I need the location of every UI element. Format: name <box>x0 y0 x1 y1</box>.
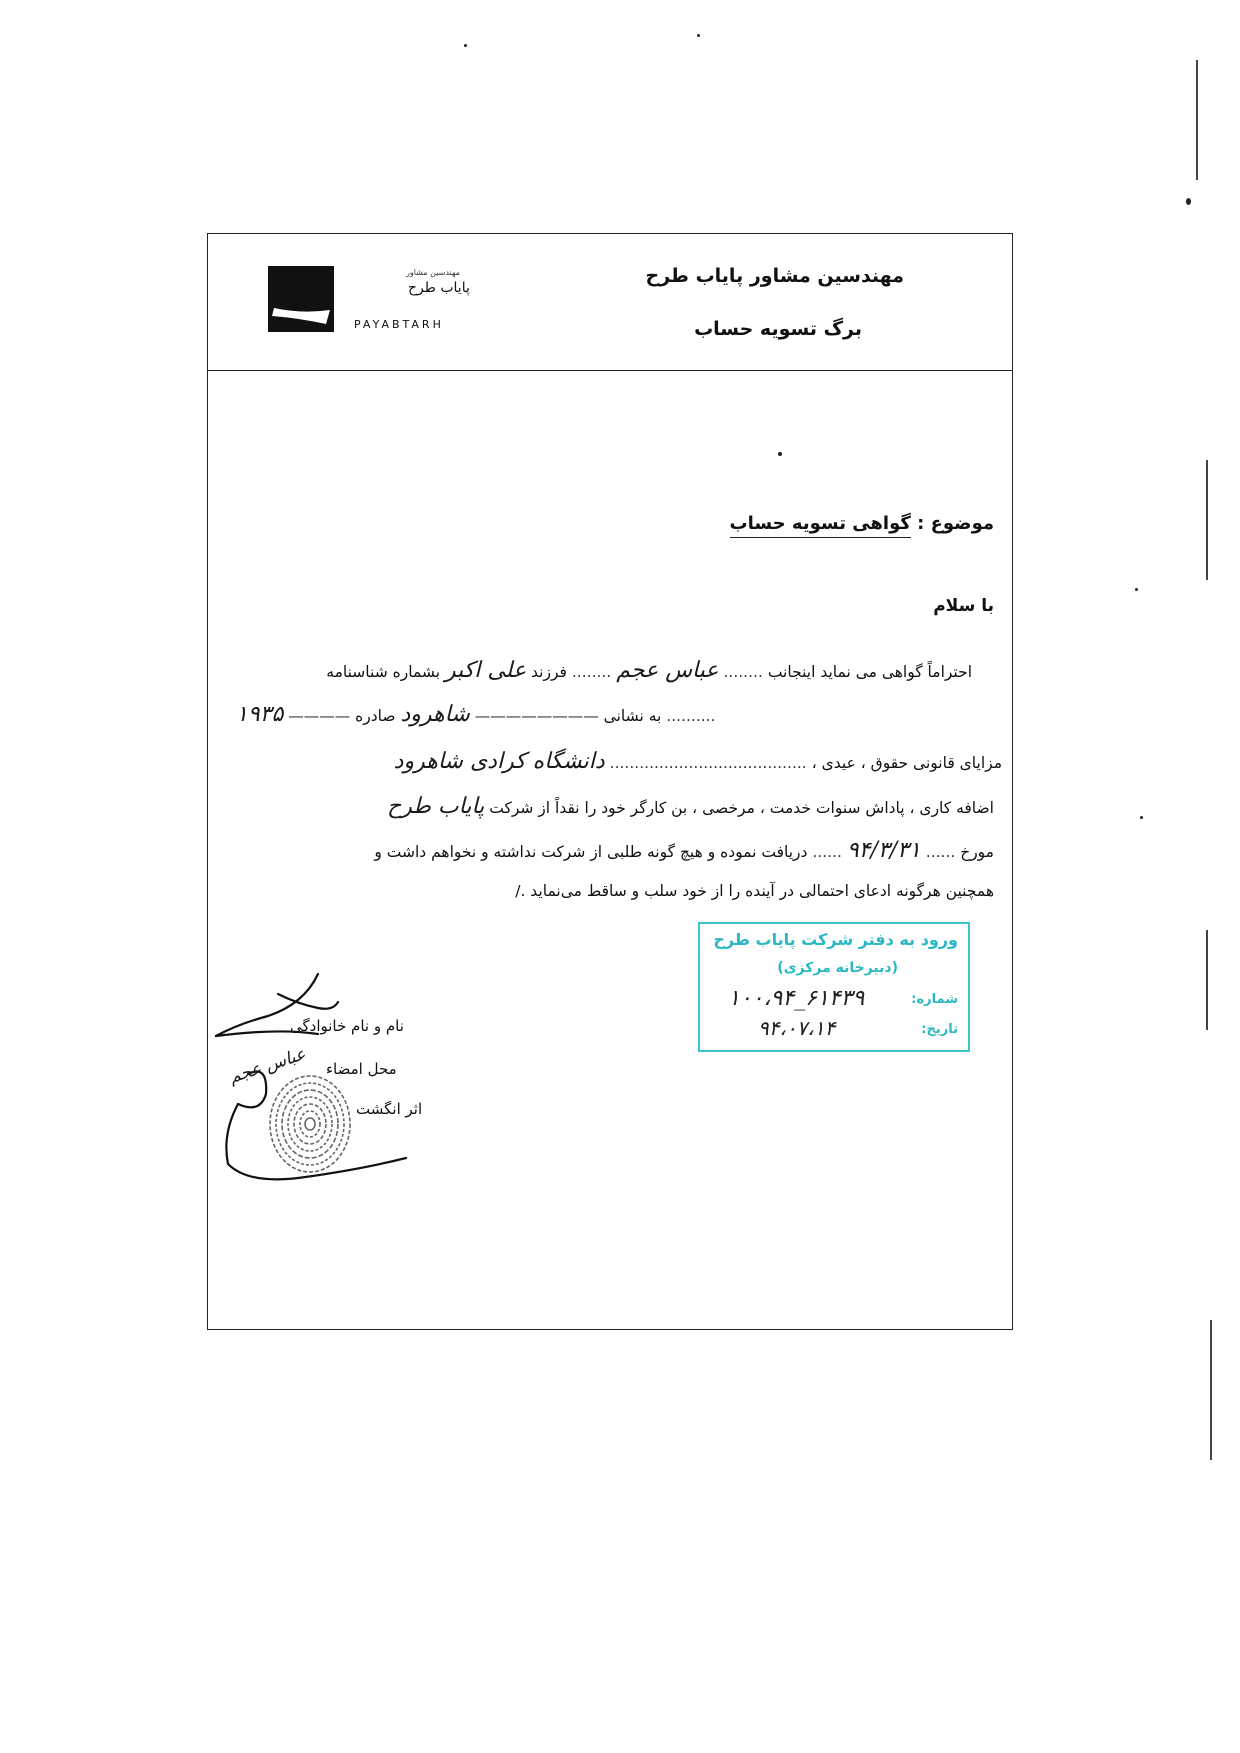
subject-label: موضوع : <box>917 513 994 534</box>
line4-text-a: اضافه کاری ، پاداش سنوات خدمت ، مرخصی ، بن کارگر خود را نقداً از شرکت <box>489 799 994 817</box>
company-logo <box>268 266 488 336</box>
scan-edge-mark <box>1206 460 1208 580</box>
greeting: با سلام <box>933 596 994 616</box>
line3-text-a: مزایای قانونی حقوق ، عیدی ، <box>811 754 1002 772</box>
scan-speck <box>697 34 700 37</box>
registry-stamp <box>698 922 970 1052</box>
body-line-3: مزایای قانونی حقوق ، عیدی ، ........................................ دانشگاه کرادی شاهرود <box>393 749 1002 774</box>
body-line-2: به نشانی ———————— شاهرود صادره ———— ۱۹۳۵ .......... <box>236 702 716 727</box>
stamp-date-label: تاریخ: <box>921 1022 958 1037</box>
body-line-6: همچنین هرگونه ادعای احتمالی در آینده را از خود سلب و ساقط می‌نماید ./ <box>515 882 994 900</box>
logo-persian-text: پایاب طرح <box>408 280 470 296</box>
logo-tagline: مهندسین مشاور <box>406 268 460 277</box>
issue-city: شاهرود <box>400 702 470 727</box>
company-name: مهندسین مشاور پایاب طرح <box>645 265 904 287</box>
name-label: نام و نام خانوادگی <box>290 1017 404 1035</box>
scan-speck <box>1186 198 1191 205</box>
address: دانشگاه کرادی شاهرود <box>393 749 605 774</box>
line1-text-b: فرزند <box>531 663 567 681</box>
line2-text-b: به نشانی <box>603 707 662 725</box>
father-name: علی اکبر <box>444 658 527 683</box>
logo-english-text: PAYABTARH <box>354 318 444 331</box>
signed-name: عباس عجم <box>226 1044 309 1088</box>
scan-edge-mark <box>1206 930 1208 1030</box>
subject-value: گواهی تسویه حساب <box>730 513 911 538</box>
line5-text-a: مورخ <box>960 843 994 861</box>
fingerprint-label: اثر انگشت <box>356 1100 423 1118</box>
scan-edge-mark <box>1196 60 1198 180</box>
line1-text-c: بشماره شناسنامه <box>326 663 441 681</box>
form-header <box>208 234 1012 371</box>
employee-name: عباس عجم <box>616 658 719 683</box>
logo-mark <box>268 266 334 332</box>
company-handwritten: پایاب طرح <box>387 794 485 819</box>
scan-edge-mark <box>1210 1320 1212 1460</box>
settlement-date: ۹۴/۳/۳۱ <box>846 838 921 863</box>
stamp-title: ورود به دفتر شرکت پایاب طرح <box>713 930 958 949</box>
stamp-number-value: ۱۰۰،۹۴_۶۱۴۳۹ <box>728 986 865 1011</box>
line1-text-a: احتراماً گواهی می نماید اینجانب <box>767 663 972 681</box>
subject-line <box>730 513 994 534</box>
form-title: برگ تسویه حساب <box>694 318 862 340</box>
stamp-date-value: ۹۴،۰۷،۱۴ <box>758 1016 836 1040</box>
line2-text-a: صادره <box>355 707 396 725</box>
scan-speck <box>1135 588 1138 591</box>
scan-speck <box>464 44 467 47</box>
body-line-1: احتراماً گواهی می نماید اینجانب ........ عباس عجم ........ فرزند علی اکبر بشماره شناسنامه <box>326 658 972 683</box>
id-number: ۱۹۳۵ <box>236 702 284 727</box>
line5-text-b: دریافت نموده و هیچ گونه طلبی از شرکت نداشته و نخواهم داشت و <box>374 843 808 861</box>
sign-place-label: محل امضاء <box>326 1060 397 1078</box>
settlement-form <box>207 233 1013 1330</box>
stamp-subtitle: (دبیرخانه مرکزی) <box>777 960 898 976</box>
body-line-4 <box>387 794 994 819</box>
scan-speck <box>1140 816 1143 819</box>
stamp-number-label: شماره: <box>911 992 958 1007</box>
body-line-5: مورخ ...... ۹۴/۳/۳۱ ...... دریافت نموده و هیچ گونه طلبی از شرکت نداشته و نخواهم داشت و <box>374 838 994 863</box>
